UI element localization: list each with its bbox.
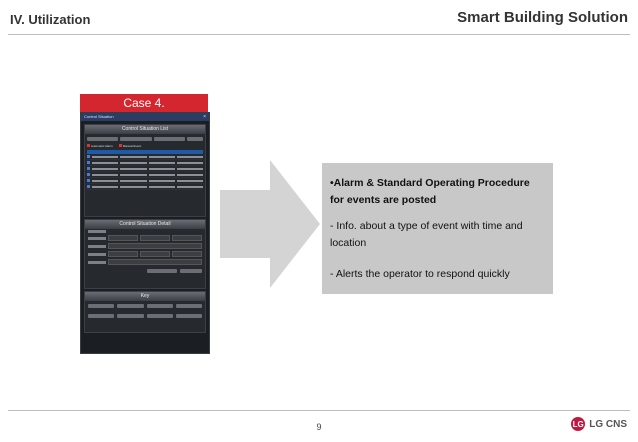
situation-list-section (84, 124, 206, 217)
list-button[interactable] (187, 137, 203, 141)
info-line-1: - Info. about a type of event with time and location (330, 220, 523, 249)
key-button[interactable] (176, 314, 202, 318)
key-option[interactable] (88, 304, 114, 308)
info-box (322, 163, 553, 294)
header-left-title: IV. Utilization (10, 12, 91, 27)
detail-button[interactable] (180, 269, 202, 273)
key-option[interactable] (117, 304, 143, 308)
page-number: 9 (316, 422, 322, 432)
list-button[interactable] (120, 137, 151, 141)
header-divider (8, 34, 630, 35)
footer-divider (8, 410, 630, 411)
info-heading: •Alarm & Standard Operating Procedure for events are posted (330, 177, 530, 206)
control-situation-window (80, 112, 210, 354)
key-option[interactable] (176, 304, 202, 308)
detail-button[interactable] (147, 269, 177, 273)
detail-button-row (85, 266, 205, 276)
lg-logo-icon: LG (571, 417, 585, 431)
situation-detail-section (84, 219, 206, 289)
table-row[interactable] (87, 184, 203, 190)
key-button-row (85, 311, 205, 321)
header-right-title: Smart Building Solution (457, 9, 628, 26)
info-line-2: - Alerts the operator to respond quickly (330, 268, 510, 280)
situation-detail-header: Control Situation Detail (85, 220, 205, 229)
list-button-row (85, 134, 205, 143)
filter-checkboxes (85, 143, 205, 149)
checkbox-manual[interactable]: Manual Event (119, 144, 141, 148)
detail-field (85, 258, 205, 266)
detail-field (85, 234, 205, 242)
key-button[interactable] (147, 314, 173, 318)
logo-text: LG CNS (589, 418, 627, 430)
case-label: Case 4. (80, 94, 208, 112)
key-row (85, 301, 205, 311)
key-header: Key (85, 292, 205, 301)
key-button[interactable] (117, 314, 143, 318)
window-title: Control Situation (84, 114, 114, 119)
key-option[interactable] (147, 304, 173, 308)
key-section (84, 291, 206, 333)
detail-field (85, 242, 205, 250)
list-button[interactable] (87, 137, 118, 141)
checkbox-automatic[interactable]: Automatic Alarm (87, 144, 113, 148)
lg-cns-logo (571, 417, 627, 431)
detail-field (85, 250, 205, 258)
close-icon[interactable]: × (203, 114, 206, 120)
situation-list-header: Control Situation List (85, 125, 205, 134)
window-titlebar (81, 113, 209, 121)
arrow-right-icon (220, 160, 320, 288)
list-button[interactable] (154, 137, 185, 141)
key-button[interactable] (88, 314, 114, 318)
